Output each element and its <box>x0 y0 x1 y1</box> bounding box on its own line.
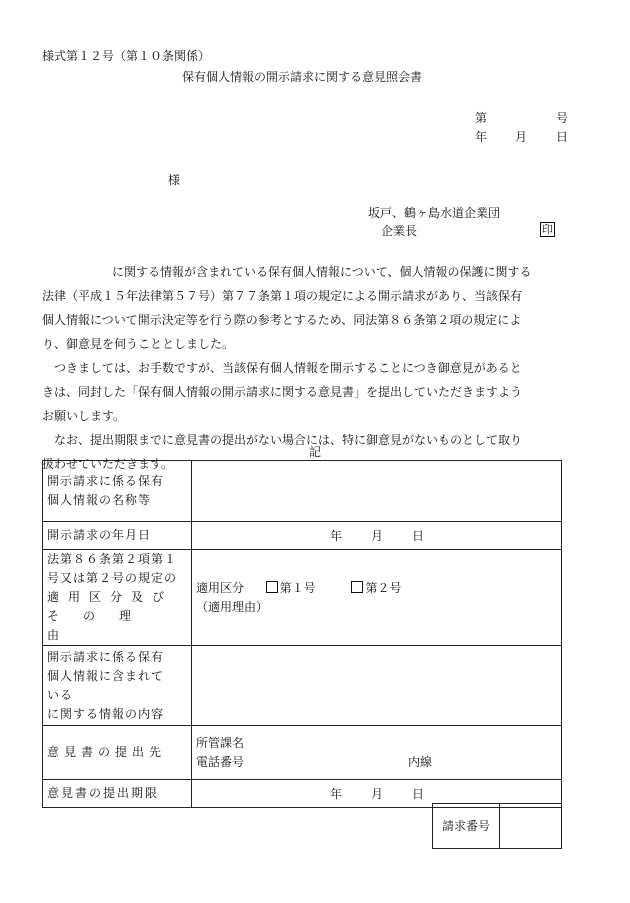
body-line: 法律（平成１５年法律第５７号）第７７条第１項の規定による開示請求があり、当該保有 <box>42 289 523 303</box>
row-label: 開示請求の年月日 <box>43 522 192 550</box>
body-line: に関する情報が含まれている保有個人情報について、個人情報の保護に関する <box>112 265 532 279</box>
table-row <box>43 461 562 522</box>
date-day: 日 <box>556 130 569 144</box>
applicable-category-cell: 適用区分 第１号 第２号 （適用理由） <box>192 550 562 646</box>
row-label: 開示請求に係る保有 個人情報に含まれて いる に関する情報の内容 <box>43 646 192 726</box>
row-label <box>43 461 192 522</box>
label-line: 開示請求に係る保有 <box>47 474 165 488</box>
row-label: 法第８６条第２項第１ 号又は第２号の規定の 適用区分及び その理由 <box>43 550 192 646</box>
row-label: 意見書の提出期限 <box>43 780 192 808</box>
date-month: 月 <box>515 130 528 144</box>
body-line: お願いします。 <box>42 409 126 423</box>
body-line: 個人情報について開示決定等を行う際の参考とするため、同法第８６条第２項の規定によ <box>42 313 522 327</box>
request-date-cell[interactable]: 年 月 日 <box>192 522 562 550</box>
checkbox-item2[interactable] <box>351 581 363 593</box>
body-text <box>42 260 590 476</box>
ki-heading: 記 <box>309 445 322 459</box>
table-row <box>43 522 562 550</box>
table-row <box>43 646 562 726</box>
doc-no-suffix: 号 <box>556 111 569 125</box>
seal-mark: 印 <box>542 223 553 236</box>
document-title: 保有個人情報の開示請求に関する意見照会書 <box>182 70 423 84</box>
body-line: なお、提出期限までに意見書の提出がない場合には、特に御意見がないものとして取り <box>54 433 523 447</box>
request-number-label: 請求番号 <box>433 804 500 849</box>
checkbox-item1[interactable] <box>266 581 278 593</box>
reason-label: （適用理由） <box>196 599 269 614</box>
body-line: きは、同封した「保有個人情報の開示請求に関する意見書」を提出していただきますよう <box>42 385 523 399</box>
deadline-cell[interactable]: 年 月 日 <box>192 780 562 808</box>
issuer-org: 坂戸、鶴ヶ島水道企業団 <box>368 206 501 220</box>
included-info-cell[interactable] <box>192 646 562 726</box>
label-line: 個人情報の名称等 <box>47 493 152 507</box>
date-year: 年 <box>475 130 488 144</box>
form-number: 様式第１２号（第１０条関係） <box>42 49 211 63</box>
row-label: 意見書の提出先 <box>43 726 192 780</box>
body-line: り、御意見を伺うこととしました。 <box>42 337 235 351</box>
request-number-box <box>432 803 562 849</box>
addressee-suffix: 様 <box>168 173 181 187</box>
table-row <box>43 726 562 780</box>
info-name-cell[interactable] <box>192 461 562 522</box>
details-table <box>42 460 562 808</box>
request-number-field[interactable] <box>500 804 562 849</box>
submission-destination-cell[interactable]: 所管課名 電話番号 内線 <box>192 726 562 780</box>
body-line: つきましては、お手数ですが、当該保有個人情報を開示することにつき御意見があると <box>54 361 522 375</box>
issuer-title: 企業長 <box>381 224 418 238</box>
table-row <box>43 550 562 646</box>
body-line: 扱わせていただきます。 <box>42 457 174 471</box>
doc-no-prefix: 第 <box>475 111 488 125</box>
